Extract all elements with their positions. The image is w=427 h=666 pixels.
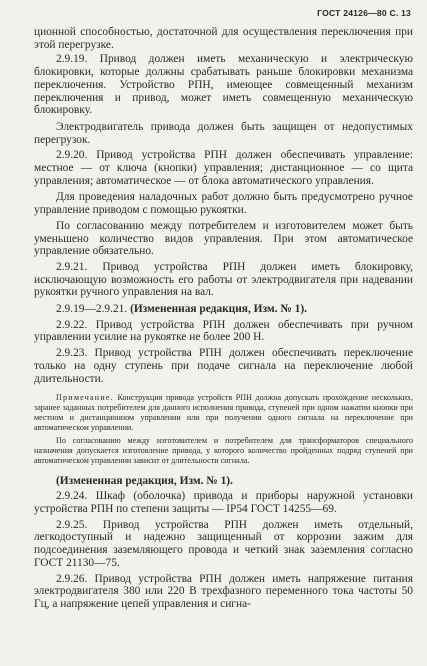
paragraph-amendment-2: (Измененная редакция, Изм. № 1). [56,474,233,487]
paragraph-2-9-26: 2.9.26. Привод устройства РПН должен иметь напряжение питания электродвигателя 380 или 220 В трехфазного переменного тока частоты 50 Гц, а напряжение цепей управления и сигна- [34,572,413,610]
amendment-label: (Измененная редакция, Изм. № 1). [130,303,308,316]
paragraph-manual-control: Для проведения наладочных работ должно быть предусмотрено ручное управление приводом с помощью рукоятки. [34,191,413,217]
paragraph-amendment-1 [34,303,413,316]
paragraph-2-9-21: 2.9.21. Привод устройства РПН должен иметь блокировку, исключающую возможность его работы от электродвигателя при надевании рукоятки ручного управления на вал. [34,260,413,299]
paragraph-2-9-22: 2.9.22. Привод устройства РПН должен обеспечивать при ручном управлении усилие на рукоятке не более 200 Н. [34,318,413,344]
amendment-ref: 2.9.19—2.9.21. [56,303,128,316]
paragraph-2-9-23: 2.9.23. Привод устройства РПН должен обеспечивать переключение только на одну ступень при подаче сигнала на переключение любой длительности. [34,347,413,385]
running-header: ГОСТ 24126—80 С. 13 [317,8,411,18]
paragraph-agreement: По согласованию между потребителем и изготовителем может быть уменьшено количество видов управления. При этом автоматическое управление обязательно. [34,219,413,258]
note-text-1: Конструкция привода устройств РПН должна допускать прохождение нескольких, заранее заданных потребителем для данного исполнения привода, ступеней при одном нажатии кнопки при местном и дистанционном управлении или при получении одного сигнала на переключение при автоматическом управлении. [34,393,413,432]
note-paragraph-1 [34,393,413,433]
paragraph-continuation: ционной способностью, достаточной для осуществления переключения при этой перегрузке. [34,26,413,51]
paragraph-motor-protection: Электродвигатель привода должен быть защищен от недопустимых перегрузок. [34,120,413,146]
paragraph-2-9-19: 2.9.19. Привод должен иметь механическую и электрическую блокировки, которые должны срабатывать раньше блокировки механизма переключения. Устройство РПН, имеющее совмещенный механизм переключения и привод, может иметь совмещенную механическую блокировку. [34,53,413,117]
note-label: Примечание. [56,393,114,403]
note-paragraph-2: По согласованию между изготовителем и потребителем для трансформаторов специального назначения допускается изготовление привода, у которого количество пройденных подряд ступеней при автоматическом управлении зависит от длительности сигнала. [34,435,413,465]
paragraph-2-9-24: 2.9.24. Шкаф (оболочка) привода и приборы наружной установки устройства РПН по степени защиты — IP54 ГОСТ 14255—69. [34,490,413,516]
paragraph-2-9-20: 2.9.20. Привод устройства РПН должен обеспечивать управление: местное — от ключа (кнопки) управления; дистанционное — со щита управления; автоматическое — от блока автоматического управления. [34,149,413,187]
paragraph-2-9-25: 2.9.25. Привод устройства РПН должен иметь отдельный, легкодоступный и надежно защищенный от коррозии зажим для подсоединения заземляющего провода и четкий знак заземления согласно ГОСТ 21130—75. [34,518,413,569]
